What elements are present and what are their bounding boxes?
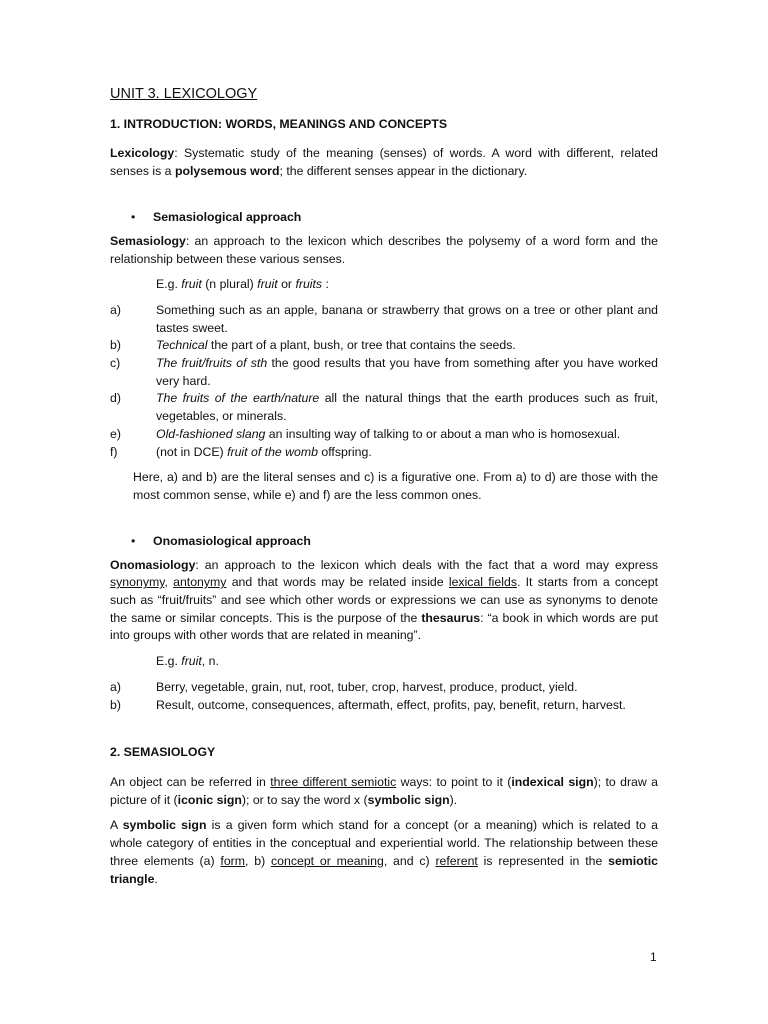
list-item: a) Berry, vegetable, grain, nut, root, tuber, crop, harvest, produce, product, yield. [110, 679, 578, 694]
bullet-semasiological: • Semasiological approach [110, 210, 658, 224]
page-number: 1 [650, 950, 657, 964]
page-content [110, 86, 658, 896]
term-thesaurus: thesaurus [421, 610, 481, 625]
example-fruit: E.g. fruit (n plural) fruit or fruits : [156, 277, 329, 292]
term-lexicology: Lexicology [110, 146, 175, 161]
symbolic-sign-paragraph: A symbolic sign is a given form which stand for a concept (or a meaning) which is related to a whole category of entities in the conceptual and experiential world. The relationship between these three elements (a) form, b) concept or meaning, and c) referent is represented in the semiotic triangle. [110, 818, 658, 886]
bullet-dot: • [131, 533, 136, 548]
list-item: d) The fruits of the earth/nature all the natural things that the earth produces such as fruit, vegetables, or minerals. [110, 391, 658, 424]
onomasiology-definition: Onomasiology: an approach to the lexicon which deals with the fact that a word may express synonymy, antonymy and that words may be related inside lexical fields. It starts from a concept such as “fruit/fruits” and see which other words or expressions we can use as synonyms to denote the same or similar concepts. This is the purpose of the thesaurus: “a book in which words are put into groups with other words that are related in meaning”. [110, 557, 658, 643]
section-heading-introduction: 1. INTRODUCTION: WORDS, MEANINGS AND CONCEPTS [110, 116, 448, 131]
list-item: f) (not in DCE) fruit of the womb offspring. [110, 444, 372, 459]
list-item: b) Technical the part of a plant, bush, or tree that contains the seeds. [110, 338, 516, 353]
senses-summary: Here, a) and b) are the literal senses and c) is a figurative one. From a) to d) are those with the most common sense, while e) and f) are the less common ones. [133, 470, 658, 502]
semiotic-ways-paragraph: An object can be referred in three different semiotic ways: to point to it (indexical sign); to draw a picture of it (iconic sign); or to say the word x (symbolic sign). [110, 774, 658, 807]
list-item: e) Old-fashioned slang an insulting way of talking to or about a man who is homosexual. [110, 426, 621, 441]
page-title: UNIT 3. LEXICOLOGY [110, 86, 258, 102]
section-heading-semasiology: 2. SEMASIOLOGY [110, 745, 216, 760]
list-item: c) The fruit/fruits of sth the good results that you have from something after you have worked very hard. [110, 356, 658, 388]
list-item: b) Result, outcome, consequences, aftermath, effect, profits, pay, benefit, return, harvest. [110, 697, 626, 712]
term-semasiology: Semasiology [110, 233, 186, 248]
bullet-dot: • [131, 209, 136, 224]
example-fruit-noun: E.g. fruit, n. [156, 654, 219, 669]
lexicology-definition: Lexicology: Systematic study of the meaning (senses) of words. A word with different, related senses is a polysemous word; the different senses appear in the dictionary. [110, 146, 658, 179]
term-onomasiology: Onomasiology [110, 557, 196, 572]
bullet-onomasiological: • Onomasiological approach [110, 534, 658, 548]
term-polysemous-word: polysemous word [174, 164, 280, 179]
fruit-synonyms-list [110, 679, 658, 714]
fruit-senses-list [110, 302, 658, 461]
list-item: a) Something such as an apple, banana or strawberry that grows on a tree or other plant and tastes sweet. [110, 302, 658, 335]
semasiology-definition: Semasiology: an approach to the lexicon which describes the polysemy of a word form and the relationship between these various senses. [110, 233, 658, 266]
